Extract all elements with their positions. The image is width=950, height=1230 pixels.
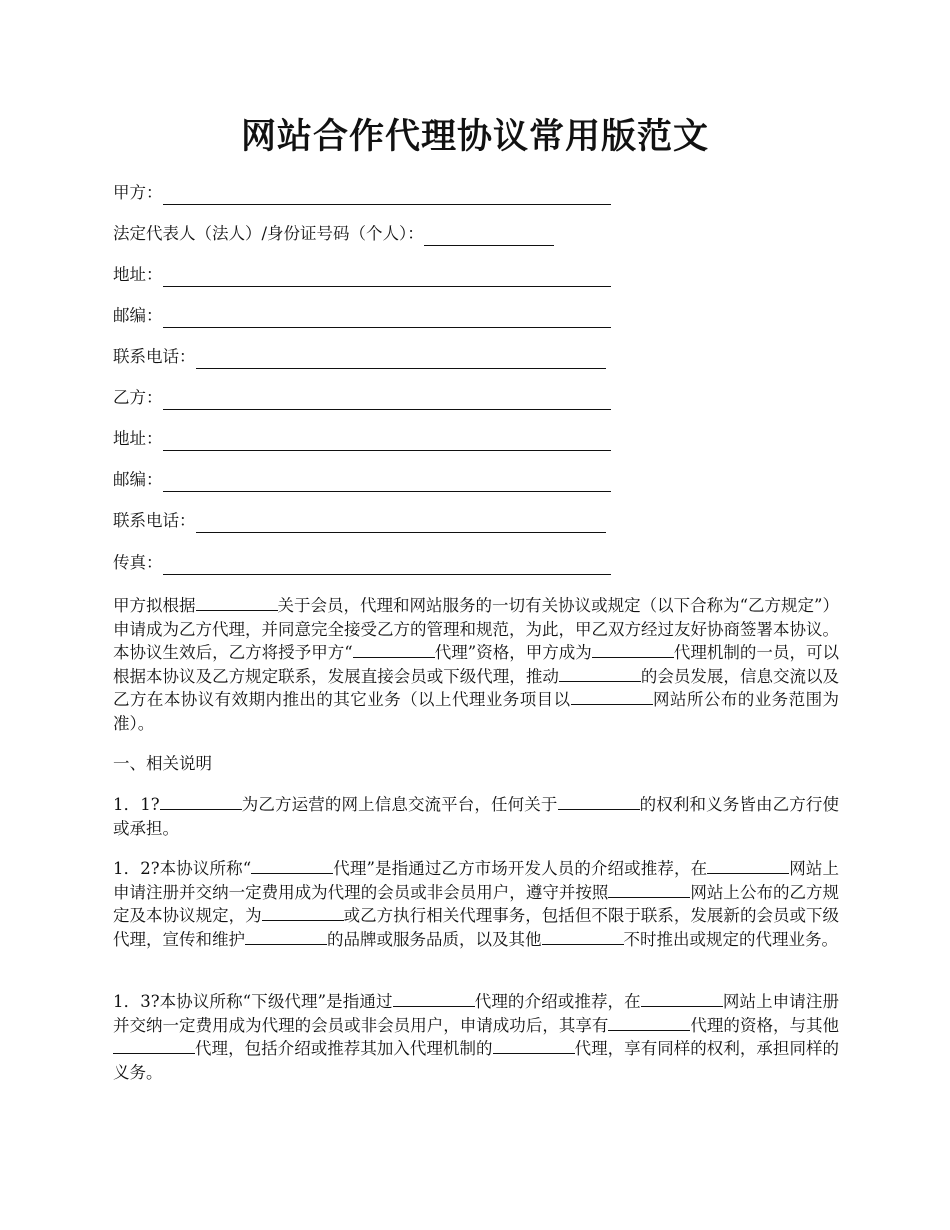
fill-line [163,555,611,575]
fill-line [163,267,611,287]
fill-line [163,390,611,410]
section-heading: 一、相关说明 [113,754,212,773]
field-label: 地址： [113,265,163,284]
party-b-address-field [113,427,611,451]
legal-representative-field [113,222,554,246]
party-a-field [113,181,611,205]
party-b-phone-field [113,509,606,533]
field-label: 邮编： [113,470,163,489]
fill-line [163,185,611,205]
field-label: 地址： [113,429,163,448]
fill-line [196,349,606,369]
party-b-field [113,386,611,410]
field-label: 邮编： [113,306,163,325]
intro-paragraph: 甲方拟根据 关于会员，代理和网站服务的一切有关协议或规定（以下合称为“乙方规定”）申请成为乙方代理，并同意完全接受乙方的管理和规范，为此，甲乙双方经过友好协商签署本协议。本协议生效后，乙方将授予甲方“ 代理”资格，甲方成为 代理机制的一员，可以根据本协议及乙方规定联系，发展直接会员或下级代理，推动 的会员发展，信息交流以及乙方在本协议有效期内推出的其它业务（以上代理业务项目以 网站所公布的业务范围为准）。 [113,596,840,733]
party-b-fax-field [113,551,611,575]
clause-1-1: 1．1? 为乙方运营的网上信息交流平台，任何关于 的权利和义务皆由乙方行使或承担。 [113,795,840,838]
clause-1-3: 1．3?本协议所称“下级代理”是指通过 代理的介绍或推荐，在 网站上申请注册并交纳一定费用成为代理的会员或非会员用户，申请成功后，其享有 代理的资格，与其他代理，包括介绍或推荐其加入代理机制的 代理，享有同样的权利，承担同样的义务。 [113,992,840,1082]
clause-1-2: 1．2?本协议所称“ 代理”是指通过乙方市场开发人员的介绍或推荐，在 网站上申请注册并交纳一定费用成为代理的会员或非会员用户，遵守并按照 网站上公布的乙方规定及本协议规定，为 或乙方执行相关代理事务，包括但不限于联系，发展新的会员或下级代理，宣传和维护 的品牌或服务品质，以及其他 不时推出或规定的代理业务。 [113,859,840,949]
party-a-phone-field [113,345,606,369]
document-title: 网站合作代理协议常用版范文 [240,116,709,157]
field-label: 甲方： [113,183,163,202]
fill-line [424,226,554,246]
party-a-address-field [113,263,611,287]
field-label: 传真： [113,553,163,572]
party-a-postcode-field [113,304,611,328]
fill-line [163,308,611,328]
fill-line [163,431,611,451]
field-label: 法定代表人（法人）/身份证号码（个人）： [113,224,424,243]
field-label: 联系电话： [113,511,196,530]
party-b-postcode-field [113,468,611,492]
fill-line [163,472,611,492]
field-label: 乙方： [113,388,163,407]
fill-line [196,513,606,533]
field-label: 联系电话： [113,347,196,366]
